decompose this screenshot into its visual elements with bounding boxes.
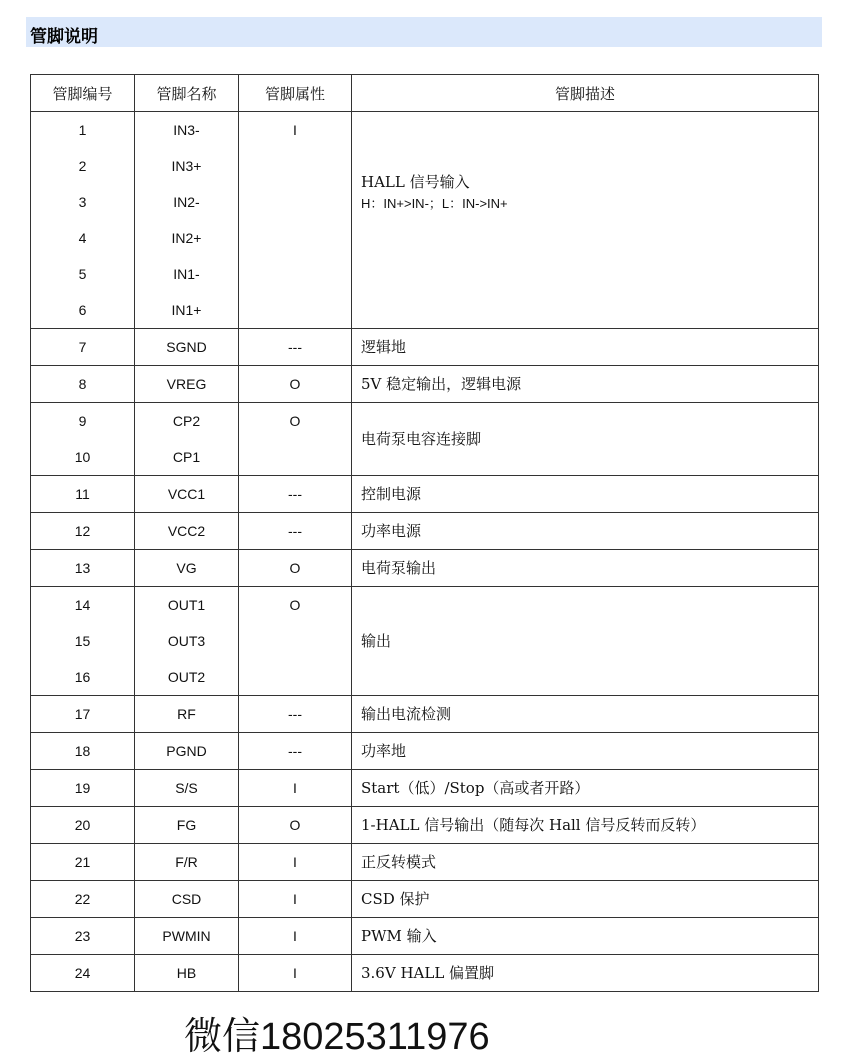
pin-description: 输出 [361,632,392,650]
pin-description: 正反转模式 [361,853,437,871]
pin-number-cell [31,476,135,513]
pin-attribute: --- [288,486,302,502]
table-row [31,807,819,844]
table-row [31,918,819,955]
table-row [31,587,819,696]
pin-description-cell [352,733,819,770]
pin-attribute: I [293,928,297,944]
pin-description: 逻辑地 [361,338,407,356]
pin-description: Start（低）/Stop（高或者开路） [361,779,590,797]
pin-description: 功率电源 [361,522,422,540]
pin-number: 6 [78,302,87,318]
pin-name: IN3- [173,122,200,138]
section-header [26,17,822,47]
pin-name: F/R [175,854,198,870]
section-title: 管脚说明 [30,27,98,47]
pin-name: CSD [171,891,202,907]
table-row [31,696,819,733]
pin-attribute: O [289,413,301,429]
pin-table [30,74,819,992]
table-row [31,881,819,918]
pin-number-cell [31,550,135,587]
pin-name: RF [177,706,196,722]
pin-description-detail: H：IN+>IN-；L：IN->IN+ [361,196,508,211]
pin-description: PWM 输入 [361,927,437,945]
table-row [31,550,819,587]
pin-name: SGND [166,339,207,355]
pin-attribute-cell [239,770,352,807]
pin-number: 23 [74,928,91,944]
pin-name: OUT1 [167,597,206,613]
pin-description-cell [352,844,819,881]
pin-name: CP1 [172,449,201,465]
pin-number: 12 [74,523,91,539]
pin-attribute: I [293,780,297,796]
pin-name: VG [176,560,197,576]
pin-description: 电荷泵输出 [361,559,437,577]
table-row [31,844,819,881]
pin-number-cell [31,587,135,696]
pin-attribute: I [293,891,297,907]
pin-number: 4 [78,230,87,246]
pin-attribute-cell [239,550,352,587]
pin-name: IN1+ [171,302,202,318]
pin-number: 15 [74,633,91,649]
pin-number: 2 [78,158,87,174]
pin-attribute: O [289,560,301,576]
table-row [31,329,819,366]
table-row [31,733,819,770]
table-row [31,403,819,476]
pin-name-cell [135,476,239,513]
pin-number-cell [31,513,135,550]
pin-description-cell [352,550,819,587]
pin-name-cell [135,770,239,807]
pin-number: 17 [74,706,91,722]
pin-name: OUT3 [167,633,206,649]
pin-name-cell [135,550,239,587]
pin-description: 1-HALL 信号输出（随每次 Hall 信号反转而反转） [361,816,706,834]
pin-description-cell [352,955,819,992]
pin-name: IN3+ [171,158,202,174]
pin-attribute-cell [239,513,352,550]
pin-attribute: I [293,965,297,981]
pin-name: VREG [166,376,207,392]
header-pin-attribute: 管脚属性 [239,75,352,112]
pin-number: 22 [74,891,91,907]
pin-description-cell [352,807,819,844]
pin-number-cell [31,696,135,733]
pin-attribute-cell [239,844,352,881]
pin-number: 16 [74,669,91,685]
pin-name-cell [135,918,239,955]
pin-description: 输出电流检测 [361,705,452,723]
pin-description-cell [352,881,819,918]
pin-description-cell [352,770,819,807]
pin-number-cell [31,403,135,476]
pin-name: VCC2 [167,523,206,539]
pin-number: 13 [74,560,91,576]
pin-number: 3 [78,194,87,210]
pin-attribute-cell [239,696,352,733]
pin-attribute: I [293,122,297,138]
pin-description-cell [352,366,819,403]
pin-description: 3.6V HALL 偏置脚 [361,964,495,982]
pin-description: CSD 保护 [361,890,430,908]
pin-name: HB [176,965,197,981]
pin-number-cell [31,807,135,844]
pin-name-cell [135,807,239,844]
pin-name-cell [135,696,239,733]
pin-attribute: --- [288,706,302,722]
table-row [31,513,819,550]
pin-description-cell [352,403,819,476]
pin-number: 5 [78,266,87,282]
pin-name: PGND [166,743,207,759]
pin-number: 7 [78,339,87,355]
pin-name-cell [135,733,239,770]
pin-number: 8 [78,376,87,392]
pin-name: FG [176,817,197,833]
pin-description: HALL 信号输入 [361,173,470,191]
pin-name: OUT2 [167,669,206,685]
pin-name: IN2- [173,194,200,210]
pin-name-cell [135,955,239,992]
pin-name: VCC1 [167,486,206,502]
table-row [31,770,819,807]
pin-name: IN2+ [171,230,202,246]
pin-number: 18 [74,743,91,759]
pin-attribute: --- [288,523,302,539]
header-pin-description: 管脚描述 [352,75,819,112]
pin-number: 1 [78,122,87,138]
pin-attribute: O [289,817,301,833]
pin-number-cell [31,770,135,807]
pin-description-cell [352,112,819,329]
table-row [31,112,819,329]
pin-number-cell [31,112,135,329]
pin-attribute: --- [288,743,302,759]
pin-number: 21 [74,854,91,870]
pin-name-cell [135,366,239,403]
pin-name: PWMIN [162,928,211,944]
pin-attribute-cell [239,807,352,844]
pin-attribute-cell [239,918,352,955]
pin-attribute: O [289,597,301,613]
pin-number: 14 [74,597,91,613]
pin-name-cell [135,112,239,329]
pin-name-cell [135,513,239,550]
pin-number-cell [31,733,135,770]
pin-description-cell [352,476,819,513]
table-row [31,476,819,513]
pin-name-cell [135,844,239,881]
pin-attribute-cell [239,476,352,513]
pin-description: 电荷泵电容连接脚 [361,430,482,448]
pin-number: 10 [74,449,91,465]
pin-attribute-cell [239,112,352,329]
pin-name-cell [135,329,239,366]
pin-attribute-cell [239,881,352,918]
pin-attribute-cell [239,587,352,696]
table-row [31,955,819,992]
pin-number-cell [31,881,135,918]
pin-number: 20 [74,817,91,833]
pin-description: 5V 稳定输出，逻辑电源 [361,375,522,393]
pin-attribute-cell [239,733,352,770]
pin-description-cell [352,696,819,733]
pin-number: 9 [78,413,87,429]
pin-attribute-cell [239,329,352,366]
pin-name: CP2 [172,413,201,429]
pin-number: 19 [74,780,91,796]
pin-attribute: O [289,376,301,392]
pin-name-cell [135,587,239,696]
pin-number-cell [31,955,135,992]
pin-name: S/S [175,780,198,796]
pin-attribute-cell [239,403,352,476]
pin-attribute-cell [239,955,352,992]
watermark-text: 微信18025311976 [184,1016,490,1058]
pin-name-cell [135,881,239,918]
pin-description-cell [352,918,819,955]
pin-description-cell [352,513,819,550]
pin-attribute-cell [239,366,352,403]
pin-description-cell [352,587,819,696]
header-pin-name: 管脚名称 [135,75,239,112]
pin-number: 11 [75,486,90,502]
pin-number: 24 [74,965,91,981]
pin-description: 功率地 [361,742,407,760]
pin-number-cell [31,366,135,403]
header-pin-number: 管脚编号 [31,75,135,112]
pin-number-cell [31,918,135,955]
pin-name-cell [135,403,239,476]
pin-attribute: I [293,854,297,870]
table-row [31,366,819,403]
pin-number-cell [31,329,135,366]
pin-number-cell [31,844,135,881]
pin-description: 控制电源 [361,485,422,503]
pin-attribute: --- [288,339,302,355]
pin-table-body [31,112,819,992]
pin-name: IN1- [173,266,200,282]
pin-description-cell [352,329,819,366]
table-header-row [31,75,819,112]
